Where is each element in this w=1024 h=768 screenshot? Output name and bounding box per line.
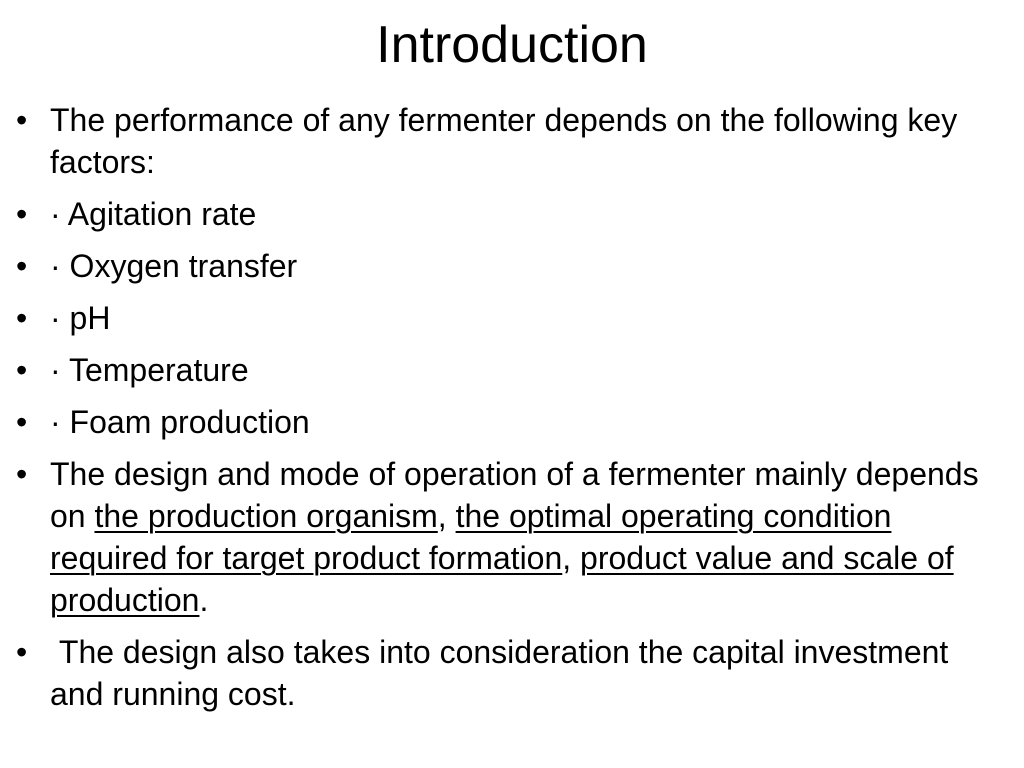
bullet-marker-icon: • [16,352,28,388]
bullet-item [16,245,1006,287]
bullet-text: · Agitation rate [50,196,257,232]
underlined-phrase: the optimal operating condition required for target product formation [50,498,892,576]
bullet-item [16,349,1006,391]
bullet-marker-icon: • [16,456,28,492]
bullet-item [16,453,1006,621]
bullet-marker-icon: • [16,634,28,670]
bullet-item [16,401,1006,443]
bullet-item [16,99,1006,183]
bullet-text: The design also takes into consideration the capital investment and running cost. [50,634,958,712]
underlined-phrase: the production organism [94,498,438,534]
bullet-text: · Temperature [50,352,249,388]
bullet-text-prefix: The design and mode of operation of a fermenter mainly depends on [50,456,979,534]
bullet-marker-icon: • [16,196,28,232]
bullet-list [16,99,1006,725]
bullet-marker-icon: • [16,404,28,440]
separator: , [562,540,581,576]
separator: , [437,498,456,534]
bullet-text: · pH [50,300,111,336]
bullet-text [50,456,979,618]
bullet-text: · Foam production [50,404,310,440]
bullet-text-suffix: . [199,582,209,618]
bullet-marker-icon: • [16,300,28,336]
bullet-text: · Oxygen transfer [50,248,298,284]
bullet-marker-icon: • [16,102,28,138]
bullet-item [16,193,1006,235]
bullet-item [16,631,1006,715]
slide-title: Introduction [376,16,648,74]
underlined-phrase: product value and scale of production [50,540,954,618]
bullet-item [16,297,1006,339]
bullet-marker-icon: • [16,248,28,284]
bullet-text: The performance of any fermenter depends on the following key factors: [50,102,958,180]
